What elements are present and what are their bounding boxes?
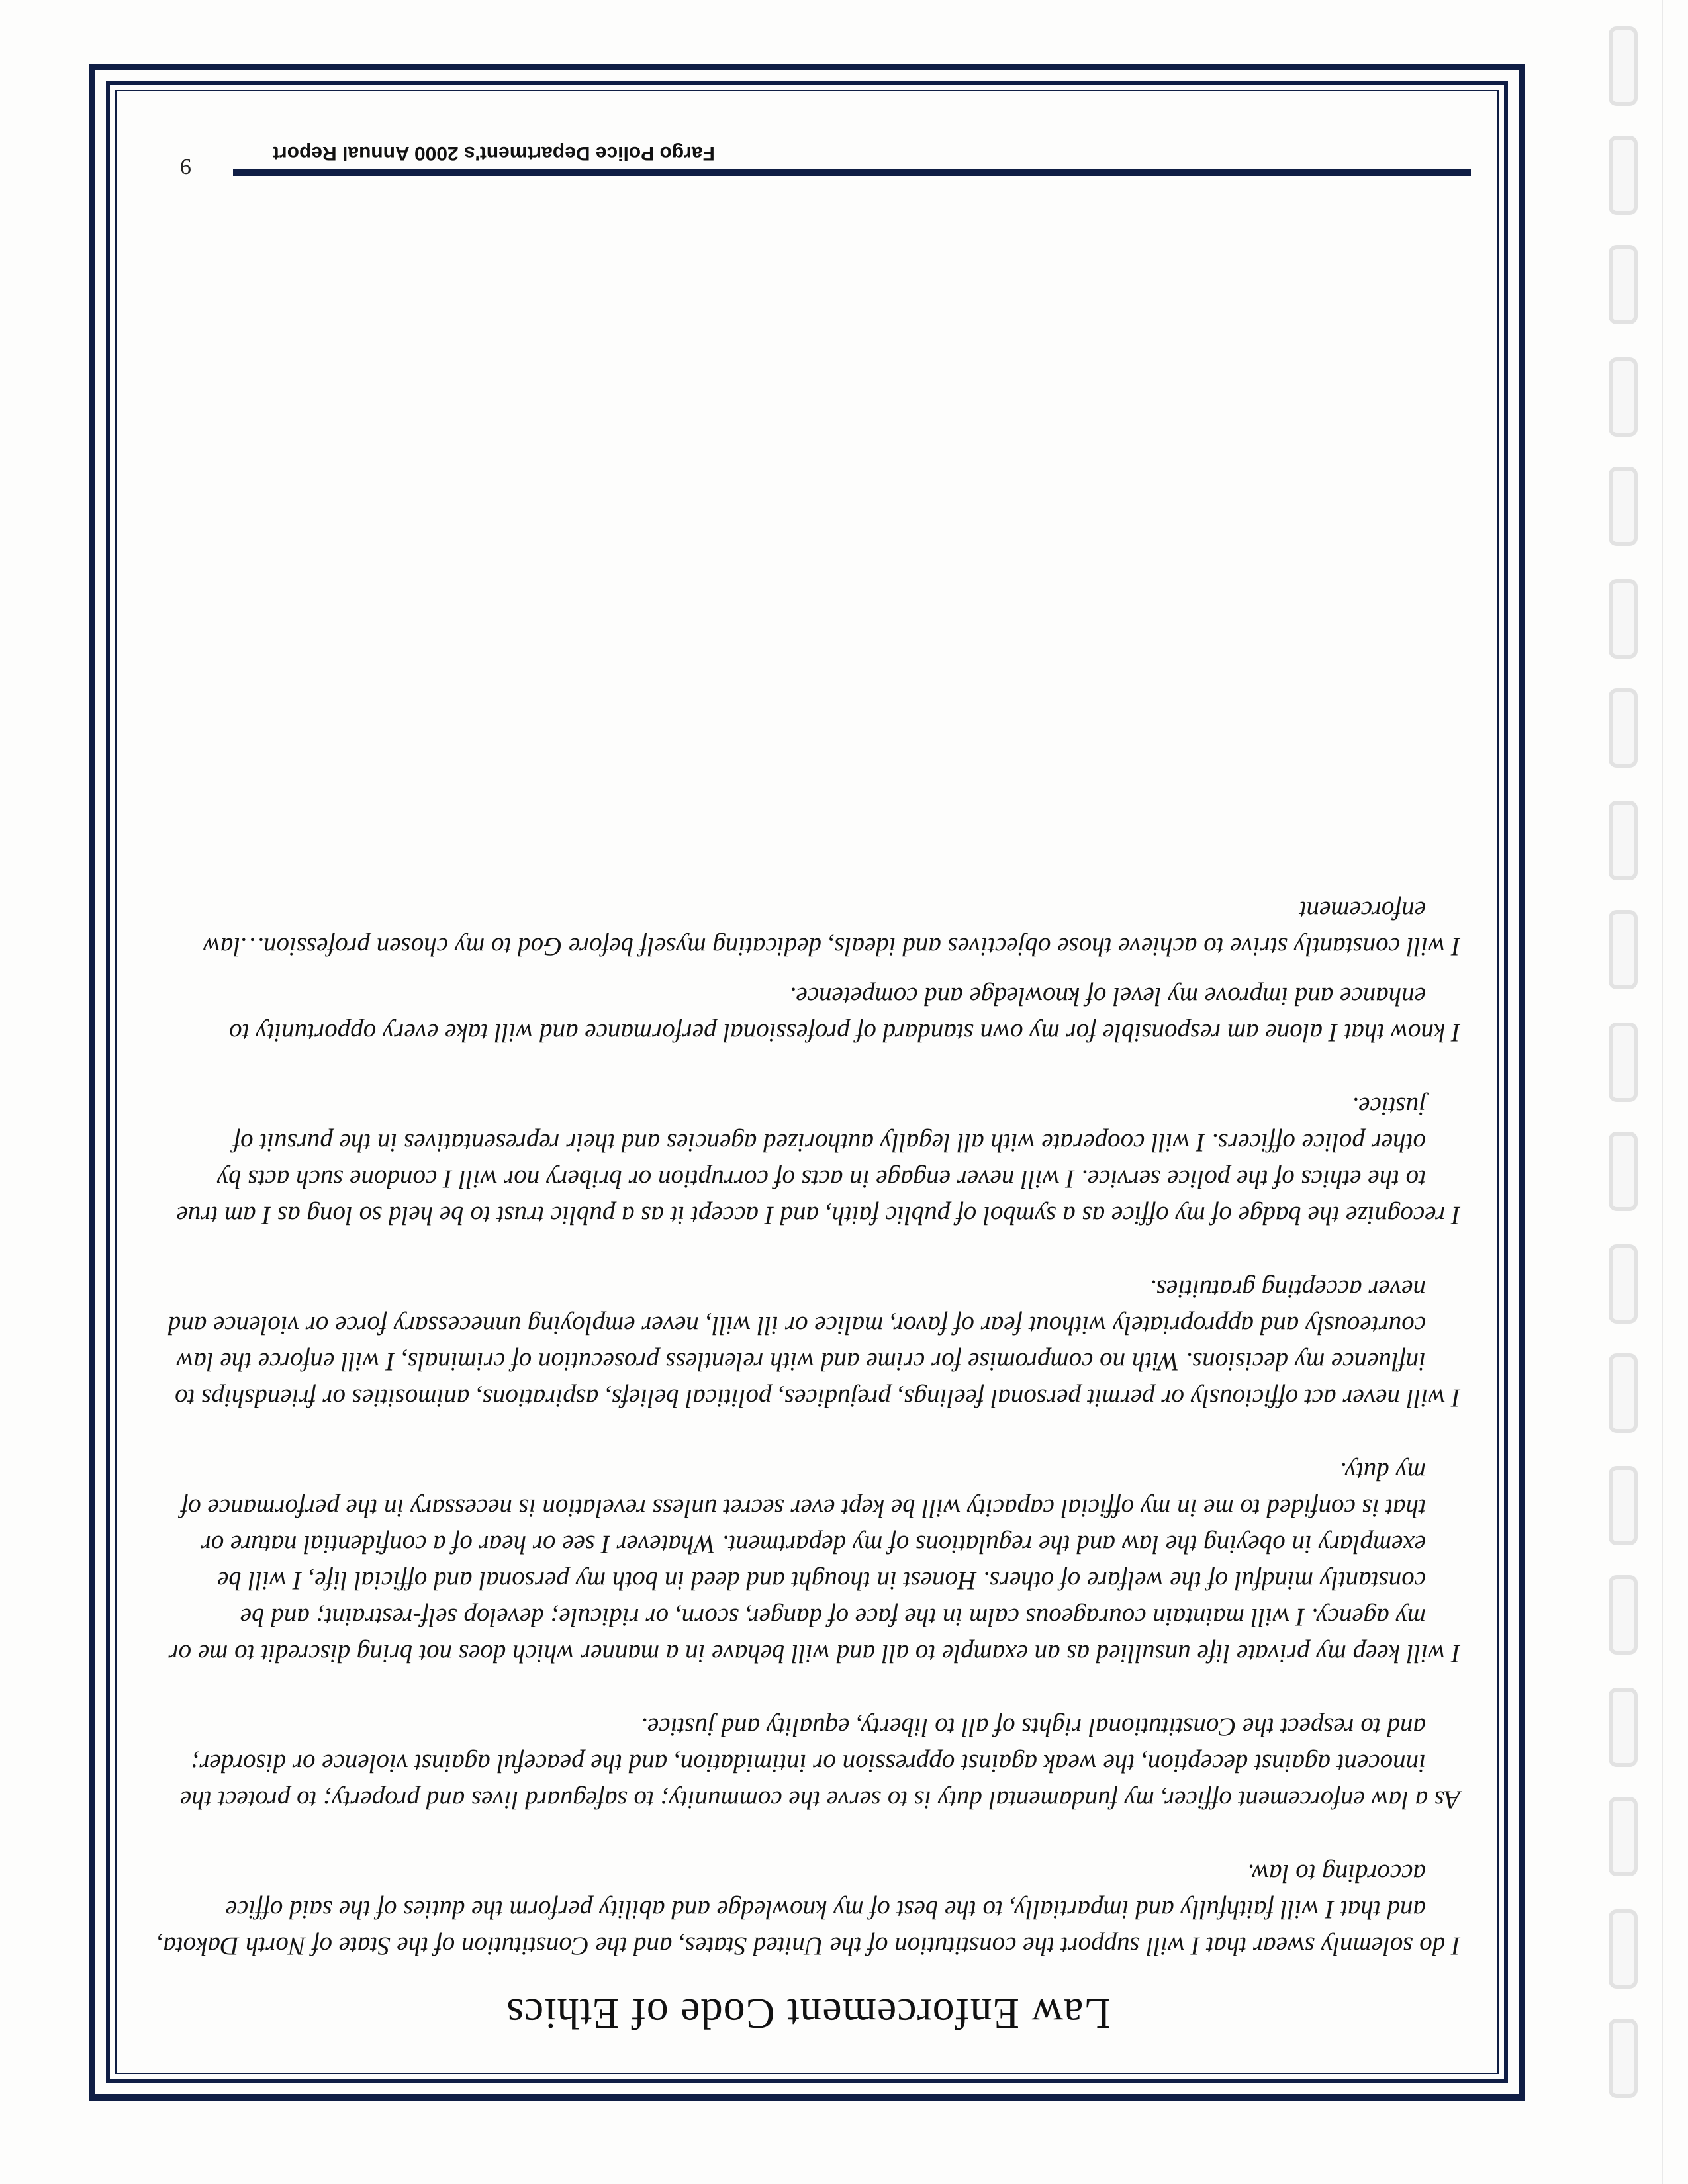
- page-number: 9: [180, 154, 191, 179]
- page-footer: [160, 142, 1471, 193]
- footer-report-title: Fargo Police Department's 2000 Annual Report: [273, 142, 715, 164]
- badge-paragraph: I recognize the badge of my office as a symbol of public faith, and I accept it as a public trust to be held so long as I am true to the ethics of the police service. I will never engage in acts of corruption or bribery nor will I condone such acts by other police officers. I will cooperate with all legally authorized agencies and their representatives in the pursuit of justice.: [176, 1092, 1460, 1230]
- page-border: [89, 64, 1525, 2101]
- page-title: Law Enforcement Code of Ethics: [506, 1989, 1111, 2038]
- dedication-paragraph: I will constantly strive to achieve those objectives and ideals, dedicating myself before God to my chosen profession…law enforcement: [203, 896, 1460, 961]
- oath-paragraph: I do solemnly swear that I will support the constitution of the United States, and the Constitution of the State of North Dakota, and that I will faithfully and impartially, to the best of my knowledge and ability perform the duties of the said office according to law.: [156, 1859, 1460, 1960]
- impartiality-paragraph: I will never act officiously or permit personal feelings, prejudices, political beliefs, aspirations, animosities or friendships to influence my decisions. With no compromise for crime and with relentless prosecution of criminals, I will enforce the law courteously and appropriately without fear of favor, malice or ill will, never employing unnecessary force or violence and never accepting gratuities.: [167, 1275, 1460, 1412]
- duty-paragraph: As a law enforcement officer, my fundamental duty is to serve the community; to safeguard lives and property; to protect the innocent against deception, the weak against oppression or intimidation, and the peaceful against violence or disorder; and to respect the Constitutional rights of all to liberty, equality and justice.: [179, 1713, 1460, 1814]
- footer-rule: [233, 169, 1471, 176]
- responsibility-paragraph: I know that I alone am responsible for my own standard of professional performance and will take every opportunity to enhance and improve my level of knowledge and competence.: [229, 982, 1460, 1047]
- page-content: [156, 855, 1460, 2038]
- private-life-paragraph: I will keep my private life unsullied as an example to all and will behave in a manner which does not bring discredit to me or my agency. I will maintain courageous calm in the face of danger, scorn, or ridicule; develop self-restraint; and be constantly mindful of the welfare of others. Honest in thought and deed in both my personal and official life, I will be exemplary in obeying the law and the regulations of my department. Whatever I see or hear of a confidential nature or that is confided to me in my official capacity will be kept ever secret unless revelation is necessary in the performance of my duty.: [168, 1457, 1460, 1668]
